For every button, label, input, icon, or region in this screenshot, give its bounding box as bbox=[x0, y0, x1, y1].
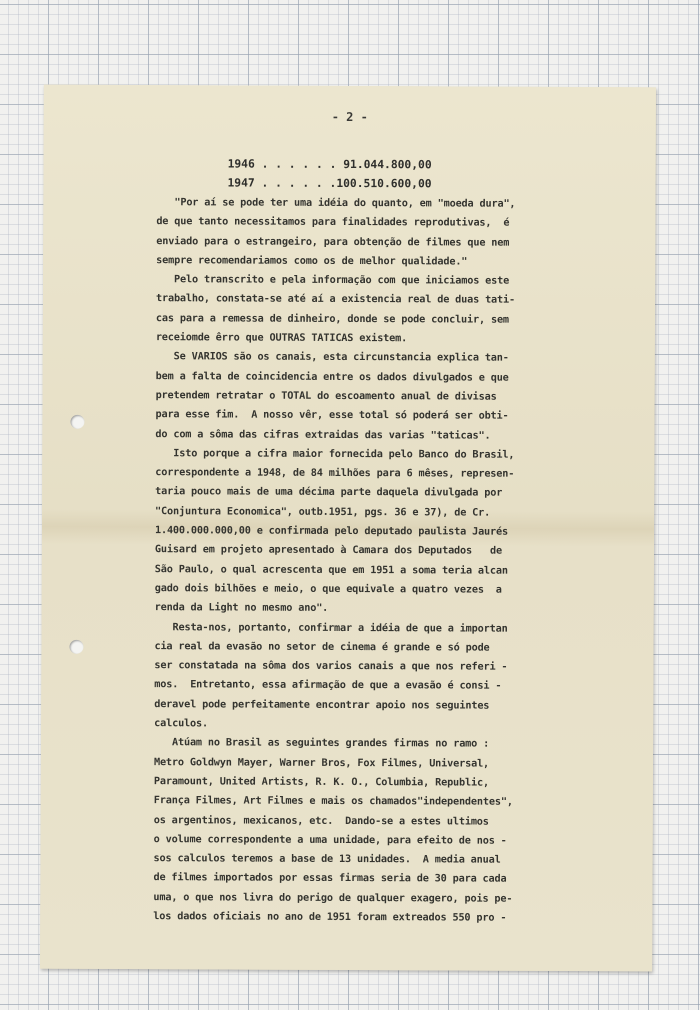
text-line: los dados oficiais no ano de 1951 foram extreados 550 pro - bbox=[153, 911, 507, 924]
typewritten-page bbox=[40, 85, 656, 972]
text-line: enviado para o estrangeiro, para obtenção de filmes que nem bbox=[156, 235, 510, 249]
page-number: - 2 - bbox=[331, 109, 368, 125]
text-line: correspondente a 1948, de 84 milhões para 6 mêses, represen- bbox=[155, 467, 515, 480]
text-line: pretendem retratar o TOTAL do escoamento anual de divisas bbox=[155, 390, 497, 403]
text-line: "Por aí se pode ter uma idéia do quanto, em "moeda dura", bbox=[156, 197, 516, 210]
text-line: de filmes importados por essas firmas seria de 30 para cada bbox=[153, 872, 507, 886]
text-line: Pelo transcrito e pela informação com que iniciamos este bbox=[156, 274, 510, 287]
text-line: Guisard em projeto apresentado à Camara dos Deputados de bbox=[154, 544, 502, 558]
text-line: França Filmes, Art Filmes e mais os chamados"independentes", bbox=[153, 795, 513, 808]
text-line: Resta-nos, portanto, confirmar a idéia de que a importan bbox=[154, 621, 508, 635]
ledger-dots: . . . . . . bbox=[254, 157, 344, 171]
text-line: calculos. bbox=[154, 718, 209, 730]
text-line: São Paulo, o qual acrescenta que em 1951 a soma teria alcan bbox=[154, 563, 508, 577]
text-line: trabalho, constata-se até aí a existencia real de duas tati- bbox=[155, 293, 516, 307]
ledger-amount: 91.044.800,00 bbox=[343, 157, 432, 172]
text-line: deravel pode perfeitamente encontrar apoio nos seguintes bbox=[154, 698, 490, 712]
text-line: cia real da evasão no setor de cinema é grande e só pode bbox=[154, 640, 490, 654]
text-line: 1.400.000.000,00 e confirmada pelo deputado paulista Jaurés bbox=[154, 525, 509, 538]
ledger-dots: . . . . . . bbox=[254, 176, 337, 190]
text-line: receiomde êrro que OUTRAS TATICAS existem. bbox=[155, 332, 408, 345]
text-line: mos. Entretanto, essa afirmação de que a evasão é consi - bbox=[154, 679, 502, 693]
ledger-table bbox=[227, 154, 431, 193]
text-line: Isto porque a cifra maior fornecida pelo Banco do Brasil, bbox=[155, 448, 515, 461]
text-line: Metro Goldwyn Mayer, Warner Bros, Fox Filmes, Universal, bbox=[153, 756, 490, 770]
text-line: o volume correspondente a uma unidade, para efeito de nos - bbox=[153, 833, 507, 847]
text-line: Se VARIOS são os canais, esta circunstancia explica tan- bbox=[155, 351, 509, 365]
text-line: sos calculos teremos a base de 13 unidades. A media anual bbox=[153, 853, 501, 866]
body-text bbox=[153, 193, 636, 928]
punch-hole bbox=[70, 415, 84, 429]
text-line: uma, o que nos livra do perigo de qualquer exagero, pois pe- bbox=[153, 891, 513, 905]
text-line: bem a falta de coincidencia entre os dados divulgados e que bbox=[155, 370, 509, 384]
text-line: de que tanto necessitamos para finalidades reprodutivas, é bbox=[156, 216, 510, 229]
ledger-amount: 100.510.600,00 bbox=[336, 176, 432, 191]
text-line: os argentinos, mexicanos, etc. Dando-se a estes ultimos bbox=[153, 814, 489, 828]
ledger-row bbox=[227, 173, 431, 193]
text-line: para esse fim. A nosso vêr, esse total só poderá ser obti- bbox=[155, 409, 509, 422]
text-line: ser constatada na sôma dos varios canais a que nos referi - bbox=[154, 660, 508, 673]
text-line: "Conjuntura Economica", outb.1951, pgs. 36 e 37), de Cr. bbox=[155, 505, 491, 519]
text-line: taria pouco mais de uma décima parte daquela divulgada por bbox=[155, 486, 503, 500]
text-line: sempre recomendariamos como os de melhor qualidade." bbox=[156, 255, 468, 268]
ledger-year: 1946 bbox=[227, 157, 255, 171]
text-line: Paramount, United Artists, R. K. O., Columbia, Republic, bbox=[153, 776, 489, 789]
text-line: do com a sôma das cifras extraidas das varias "taticas". bbox=[155, 428, 491, 442]
text-line: Atúam no Brasil as seguintes grandes firmas no ramo : bbox=[154, 737, 490, 750]
ledger-row bbox=[228, 154, 432, 174]
text-line: gado dois bilhões e meio, o que equivale a quatro vezes a bbox=[154, 583, 502, 596]
punch-hole bbox=[69, 640, 83, 654]
text-line: renda da Light no mesmo ano". bbox=[154, 602, 329, 615]
text-line: cas para a remessa de dinheiro, donde se pode concluir, sem bbox=[155, 312, 509, 326]
ledger-year: 1947 bbox=[227, 176, 255, 190]
